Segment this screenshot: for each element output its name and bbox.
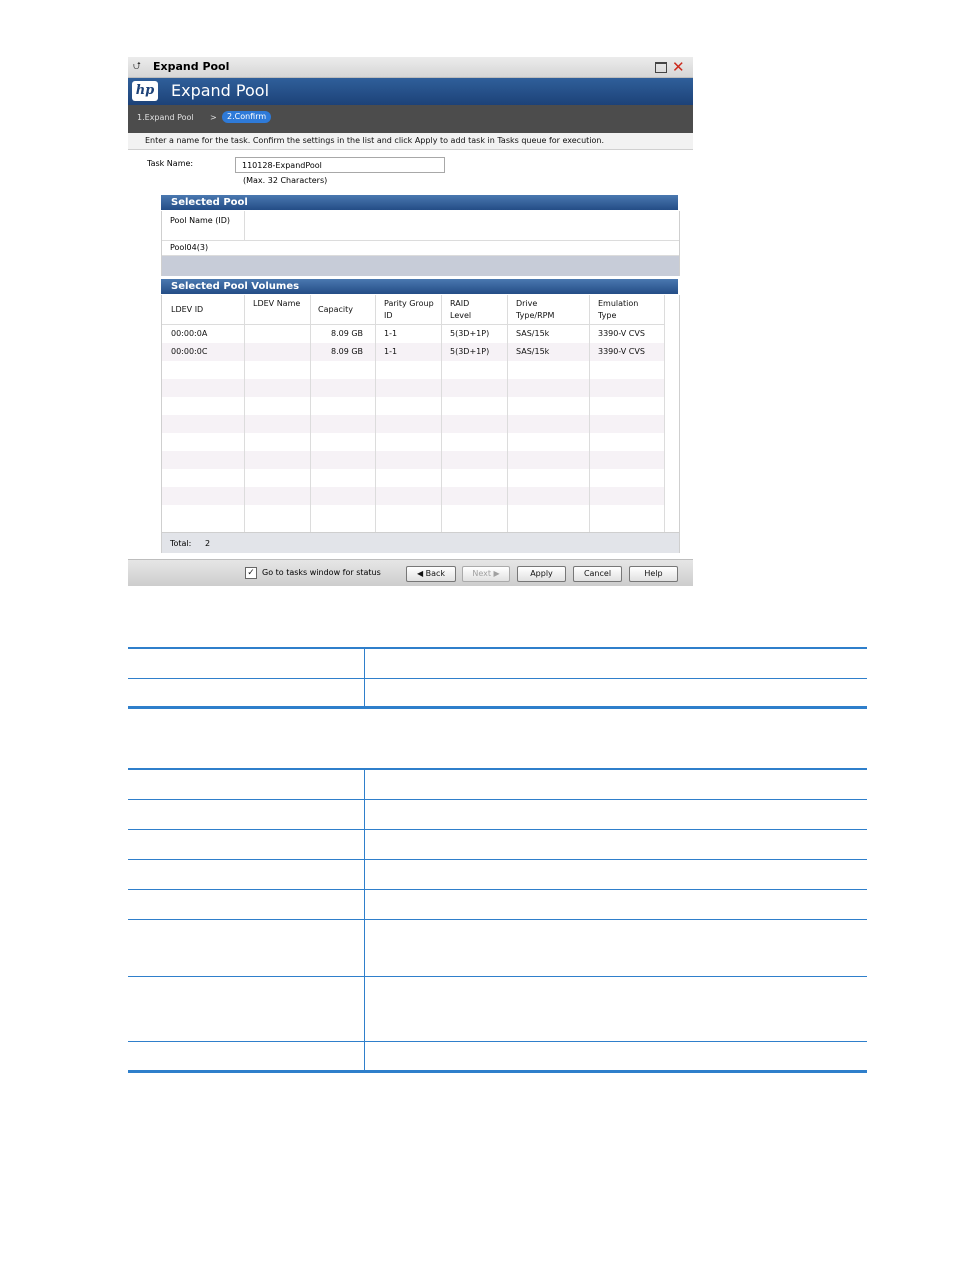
drive-type-cell: SAS/15k bbox=[516, 329, 550, 338]
raid-level-cell: 5(3D+1P) bbox=[450, 329, 490, 338]
go-to-tasks-checkbox[interactable]: ✓ bbox=[245, 567, 257, 579]
back-button[interactable] bbox=[406, 566, 456, 582]
instruction-bar bbox=[128, 133, 693, 150]
table-row[interactable] bbox=[162, 241, 679, 256]
step-expand-pool: 1.Expand Pool bbox=[137, 113, 194, 122]
document-table-2 bbox=[128, 768, 867, 1074]
cancel-button[interactable] bbox=[573, 566, 622, 582]
apply-button[interactable] bbox=[517, 566, 566, 582]
selected-pool-header bbox=[161, 195, 678, 210]
column-header-emulation-type[interactable]: Emulation Type bbox=[598, 299, 639, 320]
emulation-type-cell: 3390-V CVS bbox=[598, 329, 645, 338]
step-confirm: 2.Confirm bbox=[222, 111, 271, 123]
back-button-label: Back bbox=[425, 569, 446, 578]
table-rule bbox=[128, 829, 867, 830]
window-title: Expand Pool bbox=[153, 60, 230, 73]
selected-pool-title: Selected Pool bbox=[171, 197, 248, 208]
selected-pool-volumes-header bbox=[161, 279, 678, 294]
ldev-id-cell: 00:00:0A bbox=[171, 329, 208, 338]
hp-logo: hp bbox=[132, 81, 158, 101]
table-rule bbox=[128, 1070, 867, 1073]
column-header-pool-name[interactable]: Pool Name (ID) bbox=[170, 216, 230, 225]
table-rule bbox=[128, 768, 867, 770]
task-name-hint: (Max. 32 Characters) bbox=[243, 176, 328, 185]
help-button-label: Help bbox=[644, 569, 663, 578]
pool-name-cell: Pool04(3) bbox=[170, 243, 209, 252]
task-name-input[interactable] bbox=[235, 157, 445, 173]
column-header-ldev-id[interactable]: LDEV ID bbox=[171, 305, 204, 314]
table-rule bbox=[128, 859, 867, 860]
banner-title: Expand Pool bbox=[171, 81, 270, 100]
task-name-label: Task Name: bbox=[147, 159, 194, 168]
vertical-scrollbar[interactable] bbox=[664, 295, 680, 532]
next-button[interactable] bbox=[462, 566, 510, 582]
selected-pool-volumes-title: Selected Pool Volumes bbox=[171, 281, 300, 292]
column-header-capacity[interactable]: Capacity bbox=[318, 305, 353, 314]
total-bar bbox=[162, 532, 679, 553]
table-rule bbox=[128, 799, 867, 800]
column-divider bbox=[375, 295, 376, 532]
pool-table-header bbox=[162, 211, 679, 241]
wizard-steps bbox=[128, 105, 693, 133]
table-rule bbox=[128, 647, 867, 649]
parity-group-cell: 1-1 bbox=[384, 347, 398, 356]
column-header-raid-level[interactable]: RAID Level bbox=[450, 299, 472, 320]
column-divider bbox=[310, 295, 311, 532]
document-table-1 bbox=[128, 647, 867, 709]
maximize-icon[interactable] bbox=[655, 62, 667, 73]
table-column-divider bbox=[364, 649, 365, 706]
apply-button-label: Apply bbox=[530, 569, 553, 578]
column-header-ldev-name[interactable]: LDEV Name bbox=[253, 299, 301, 308]
dialog-banner bbox=[128, 78, 693, 105]
parity-group-cell: 1-1 bbox=[384, 329, 398, 338]
table-rule bbox=[128, 678, 867, 679]
column-divider bbox=[507, 295, 508, 532]
collapse-icon[interactable]: ⮍ bbox=[133, 61, 142, 72]
table-rule bbox=[128, 919, 867, 920]
capacity-cell: 8.09 GB bbox=[331, 329, 364, 338]
column-header-drive-type[interactable]: Drive Type/RPM bbox=[516, 299, 555, 320]
expand-pool-dialog bbox=[128, 57, 693, 585]
column-divider bbox=[589, 295, 590, 532]
close-icon[interactable]: ✕ bbox=[672, 58, 685, 76]
raid-level-cell: 5(3D+1P) bbox=[450, 347, 490, 356]
drive-type-cell: SAS/15k bbox=[516, 347, 550, 356]
table-rule bbox=[128, 889, 867, 890]
next-arrow-icon: ▶ bbox=[493, 569, 500, 578]
selected-pool-volumes-table bbox=[161, 295, 680, 553]
next-button-label: Next bbox=[472, 569, 491, 578]
table-rule bbox=[128, 976, 867, 977]
step-separator: > bbox=[210, 113, 217, 122]
selected-pool-table bbox=[161, 211, 680, 276]
go-to-tasks-label: Go to tasks window for status bbox=[262, 568, 381, 577]
cancel-button-label: Cancel bbox=[583, 569, 612, 578]
table-rule bbox=[128, 706, 867, 709]
emulation-type-cell: 3390-V CVS bbox=[598, 347, 645, 356]
pool-table-empty-area bbox=[162, 256, 679, 276]
dialog-footer bbox=[128, 559, 693, 586]
total-label: Total: bbox=[170, 539, 192, 548]
capacity-cell: 8.09 GB bbox=[331, 347, 364, 356]
back-arrow-icon: ◀ bbox=[416, 569, 424, 578]
help-button[interactable] bbox=[629, 566, 678, 582]
column-divider bbox=[244, 295, 245, 532]
ldev-id-cell: 00:00:0C bbox=[171, 347, 208, 356]
total-count: 2 bbox=[205, 539, 211, 548]
table-rule bbox=[128, 1041, 867, 1042]
table-column-divider bbox=[364, 770, 365, 1070]
instruction-text: Enter a name for the task. Confirm the settings in the list and click Apply to add task in Tasks queue for execution. bbox=[145, 136, 605, 145]
column-divider bbox=[441, 295, 442, 532]
column-header-parity-group-id[interactable]: Parity Group ID bbox=[384, 299, 434, 320]
volumes-table-header bbox=[162, 295, 679, 325]
window-titlebar bbox=[128, 57, 693, 78]
